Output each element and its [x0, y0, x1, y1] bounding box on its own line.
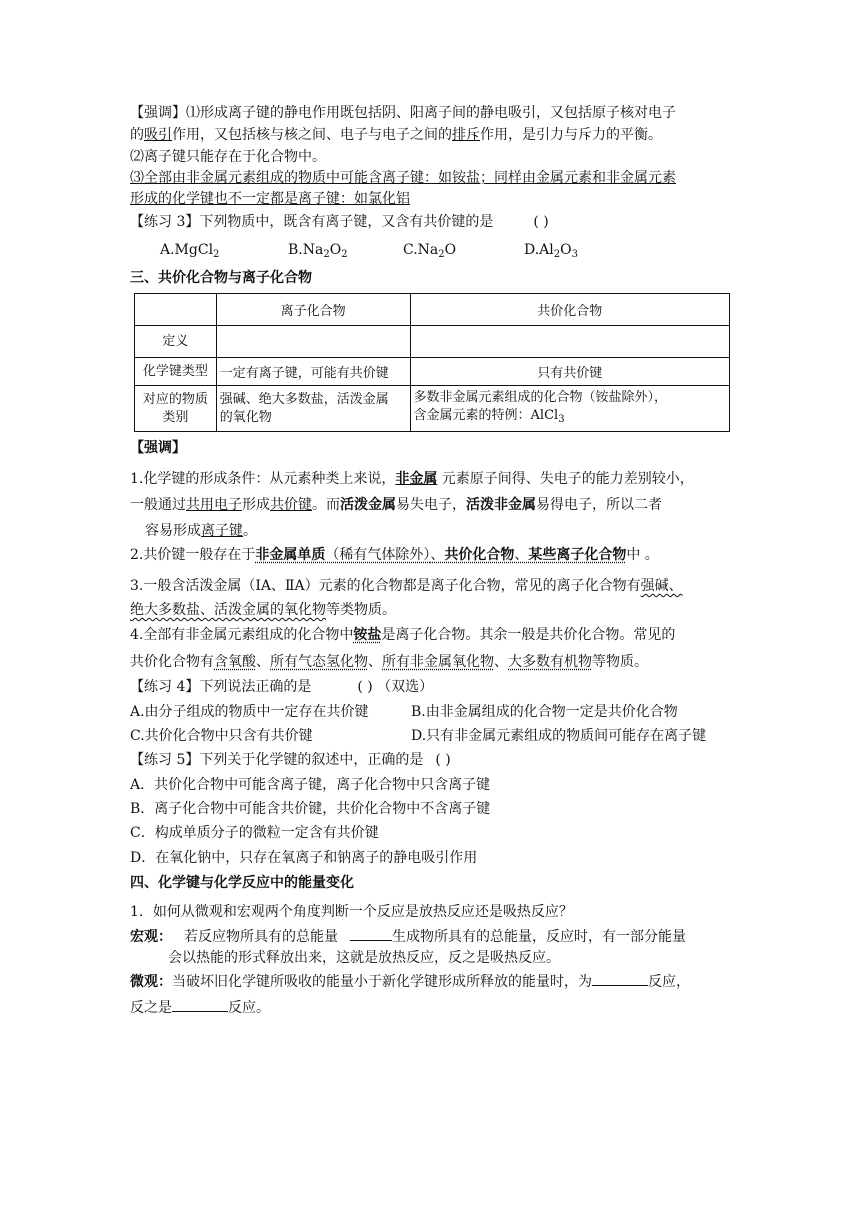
key-term: 活泼非金属 [466, 497, 536, 513]
exercise-4-option-a: A.由分子组成的物质中一定存在共价键 [130, 704, 369, 720]
table-row [135, 326, 730, 358]
emphasis-line-1 [130, 103, 676, 123]
exercise-5-option-c: C．构成单质分子的微粒一定含有共价键 [130, 825, 379, 841]
key-term: 离子键 [201, 523, 243, 539]
table-row [135, 358, 730, 386]
exercise-4-option-d: D.只有非金属元素组成的物质间可能存在离子键 [411, 728, 707, 744]
key-term: 大多数有机物 [508, 654, 592, 670]
key-term: 所有非金属氧化物 [382, 654, 494, 670]
macro-view-line-2: 会以热能的形式释放出来，这就是放热反应，反之是吸热反应。 [168, 950, 560, 966]
table-row-label-bond-type: 化学键类型 [135, 358, 217, 386]
key-term: 非金属单质 [255, 547, 326, 563]
exercise-4-option-b: B.由非金属组成的化合物一定是共价化合物 [411, 704, 678, 720]
point-1-line-2: 一般通过共用电子形成共价键。而活泼金属易失电子，活泼非金属易得电子，所以二者 [130, 497, 662, 513]
key-term: 共用电子 [186, 497, 242, 513]
table-row-label-category: 对应的物质 类别 [135, 386, 217, 432]
key-term: 含氧酸 [214, 654, 256, 670]
key-term: 绝大多数盐、活泼金属的氧化物 [130, 602, 326, 618]
table-cell: 多数非金属元素组成的化合物（铵盐除外）， 含金属元素的特例：AlCl$_3$ [410, 386, 729, 432]
compound-comparison-table [134, 293, 730, 432]
key-term: 某些离子化合物 [528, 547, 627, 563]
section-4-question: 1．如何从微观和宏观两个角度判断一个反应是放热反应还是吸热反应？ [130, 904, 573, 920]
exercise-5-option-b: B．离子化合物中可能含共价键，共价化合物中不含离子键 [130, 801, 491, 817]
exercise-5-question [130, 750, 451, 770]
fill-blank[interactable] [592, 971, 648, 986]
answer-bracket: ( ) [435, 752, 451, 768]
emphasis-line-5: 形成的化学键也不一定都是离子键：如氯化铝 [130, 191, 410, 207]
table-header-row [135, 294, 730, 326]
key-term: 强碱、 [640, 578, 683, 594]
point-3-line-2: 绝大多数盐、活泼金属的氧化物等类物质。 [130, 602, 396, 618]
section-4-title: 四、化学键与化学反应中的能量变化 [130, 875, 354, 891]
point-4-line-1: 4.全部有非金属元素组成的化合物中铵盐是离子化合物。其余一般是共价化合物。常见的 [130, 627, 676, 643]
fill-blank[interactable] [172, 997, 228, 1012]
key-term: 所有气态氢化物 [270, 654, 368, 670]
exercise-3-option-a: A.MgCl$_2$ [160, 242, 220, 260]
macro-view-line-1: 宏观： 若反应物所具有的总能量 生成物所具有的总能量，反应时，有一部分能量 [130, 926, 686, 947]
exercise-4-question [130, 677, 433, 697]
table-cell: 强碱、绝大多数盐，活泼金属 的氧化物 [216, 386, 410, 432]
table-cell [410, 326, 729, 358]
key-term: 共价键 [270, 497, 312, 513]
table-row [135, 386, 730, 432]
point-1-line-3: 容易形成离子键。 [145, 523, 257, 539]
exercise-5-option-d: D．在氧化钠中，只存在氧离子和钠离子的静电吸引作用 [130, 850, 478, 866]
table-cell: 一定有离子键，可能有共价键 [216, 358, 410, 386]
exercise-3-option-b: $B.Na_2O_2$ [288, 242, 348, 260]
fill-blank[interactable] [350, 926, 392, 941]
key-term: 共价化合物 [444, 547, 515, 563]
question-text: 【练习 5】下列关于化学键的叙述中，正确的是 [130, 752, 424, 768]
exercise-4-option-c: C.共价化合物中只含有共价键 [130, 728, 313, 744]
table-header-ionic: 离子化合物 [216, 294, 410, 326]
text: 的 [130, 127, 144, 143]
text: 作用，又包括核与核之间、电子与电子之间的 [172, 127, 452, 143]
exercise-3-option-c: $C.Na_2O$ [403, 242, 457, 260]
key-term: 非金属 [395, 471, 438, 487]
key-term: 活泼金属 [340, 497, 396, 513]
emphasis-line-3: ⑵离子键只能存在于化合物中。 [130, 149, 326, 165]
exercise-3-option-d: $D.Al_2O_3$ [524, 242, 578, 260]
section-3-title: 三、共价化合物与离子化合物 [130, 270, 312, 286]
table-header-covalent: 共价化合物 [410, 294, 729, 326]
answer-bracket: ( ) [533, 214, 549, 230]
emphasis-heading: 【强调】 [130, 440, 186, 456]
underlined-term: 吸引 [144, 127, 172, 143]
emphasis-text: 【强调】⑴形成离子键的静电作用既包括阴、阳离子间的静电吸引，又包括原子核对电子 [130, 105, 676, 121]
text: 作用，是引力与斥力的平衡。 [480, 127, 662, 143]
point-2: 2.共价键一般存在于非金属单质（稀有气体除外）、共价化合物、某些离子化合物中 。 [130, 547, 659, 563]
point-1-line-1: 1.化学键的形成条件：从元素种类上来说，非金属 元素原子间得、失电子的能力差别较小， [130, 471, 694, 487]
micro-label: 微观： [130, 974, 172, 990]
exercise-5-option-a: A．共价化合物中可能含离子键，离子化合物中只含离子键 [130, 777, 491, 793]
point-3-line-1: 3.一般含活泼金属（ⅠA、ⅡA）元素的化合物都是离子化合物，常见的离子化合物有强碱、 [130, 578, 683, 594]
micro-view-line-1: 微观：当破坏旧化学键所吸收的能量小于新化学键形成所释放的能量时，为 反应， [130, 971, 690, 992]
underlined-term: 排斥 [452, 127, 480, 143]
table-corner-cell [135, 294, 217, 326]
question-text: 【练习 3】下列物质中，既含有离子键，又含有共价键的是 [130, 214, 494, 230]
exercise-3-question [130, 212, 549, 232]
table-row-label-definition: 定义 [135, 326, 217, 358]
table-cell [216, 326, 410, 358]
table-cell: 只有共价键 [410, 358, 729, 386]
macro-label: 宏观： [130, 929, 172, 945]
answer-bracket: ( ) （双选） [357, 679, 434, 695]
emphasis-line-4: ⑶全部由非金属元素组成的物质中可能含离子键：如铵盐；同样由金属元素和非金属元素 [130, 170, 676, 186]
micro-view-line-2: 反之是 反应。 [130, 997, 270, 1018]
key-term: 铵盐 [353, 627, 382, 643]
emphasis-line-2 [130, 125, 662, 145]
point-4-line-2: 共价化合物有含氧酸、所有气态氢化物、所有非金属氧化物、大多数有机物等物质。 [130, 654, 648, 670]
question-text: 【练习 4】下列说法正确的是 [130, 679, 312, 695]
